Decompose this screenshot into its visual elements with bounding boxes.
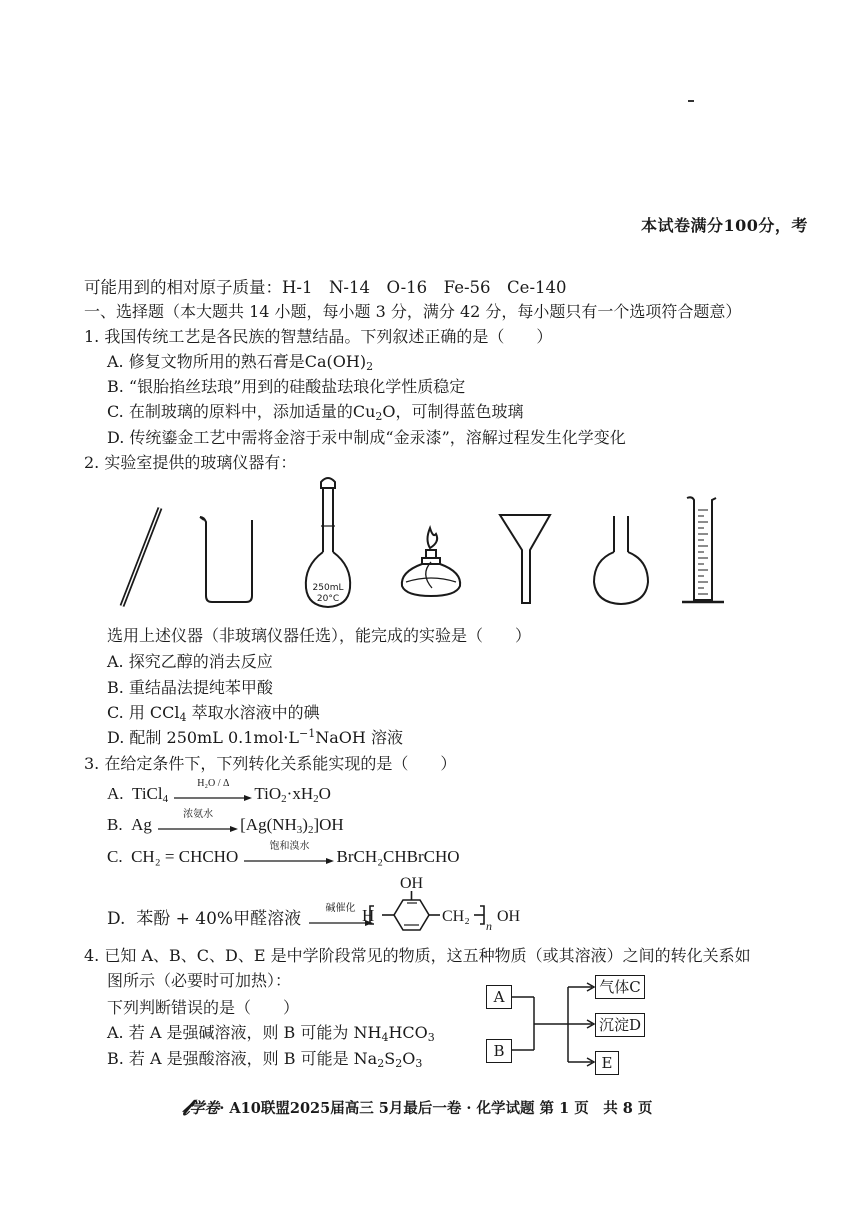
q4-prompt: 下列判断错误的是（ ） (107, 998, 300, 1017)
footer (182, 1097, 652, 1120)
q4-stem-1: 4. 已知 A、B、C、D、E 是中学阶段常见的物质，这五种物质（或其溶液）之间的转化关系如 (84, 946, 751, 965)
q4-stem-2: 图所示（必要时可加热）： (107, 971, 292, 990)
q3-option-a: A. TiCl$_4$ H₂O / Δ $TiO_2\cdot xH_2O$ (107, 778, 331, 805)
q3-b-arrow: 浓氨水 (158, 818, 238, 834)
resin-ch2: CH₂ (442, 908, 470, 925)
footer-logo: 学卷 (189, 1099, 220, 1117)
glassware-figure (100, 470, 740, 615)
glass-rod-icon (122, 508, 160, 606)
q1-stem: 1. 我国传统工艺是各民族的智慧结晶。下列叙述正确的是（ ） (84, 327, 553, 346)
q4-option-a: A. 若 A 是强碱溶液，则 B 可能为 $NH_4HCO_3$ (107, 1023, 435, 1044)
q2-stem: 2. 实验室提供的玻璃仪器有： (84, 453, 297, 472)
footer-text: · A10联盟2025届高三 5月最后一卷 · 化学试题 第 1 页 共 8 页 (219, 1100, 653, 1117)
flask-volume-label: 250mL (312, 583, 344, 593)
q1-option-a: A. 修复文物所用的熟石膏是$Ca(OH)_2$ (107, 352, 374, 373)
diagram-box-d: 沉淀D (595, 1013, 645, 1037)
diagram-box-c: 气体C (595, 975, 645, 999)
graduated-cylinder-icon (682, 497, 724, 602)
atomic-masses: 可能用到的相对原子质量：H-1 N-14 O-16 Fe-56 Ce-140 (84, 278, 567, 297)
resin-oh-top: OH (400, 875, 424, 892)
q1-option-d: D. 传统鎏金工艺中需将金溶于汞中制成“金汞漆”，溶解过程发生化学变化 (107, 428, 626, 447)
q2-option-a: A. 探究乙醇的消去反应 (107, 652, 273, 671)
flask-temp-label: 20°C (316, 594, 340, 604)
q3-stem: 3. 在给定条件下，下列转化关系能实现的是（ ） (84, 754, 457, 773)
footer-logo-icon: 𝓁 (182, 1095, 190, 1121)
q3-c-arrow: 饱和溴水 (244, 850, 334, 866)
q2-prompt: 选用上述仪器（非玻璃仪器任选），能完成的实验是（ ） (107, 626, 532, 645)
scan-mark (688, 100, 694, 102)
q1-option-c: C. 在制玻璃的原料中，添加适量的$Cu_2O$，可制得蓝色玻璃 (107, 402, 524, 423)
resin-oh-end: OH (497, 908, 521, 925)
q3-option-d: D. 苯酚 + 40%甲醛溶液 碱催化 (107, 909, 375, 929)
round-bottom-flask-icon (594, 516, 648, 604)
phenolic-resin-structure (360, 872, 530, 942)
diagram-box-a: A (486, 985, 512, 1009)
diagram-box-b: B (486, 1039, 512, 1063)
funnel-icon (500, 515, 550, 603)
q3-option-b: B. Ag 浓氨水 $[Ag(NH_3)_2]OH$ (107, 809, 344, 836)
q2-option-b: B. 重结晶法提纯苯甲酸 (107, 678, 273, 697)
q4-option-b: B. 若 A 是强酸溶液，则 B 可能是 $Na_2S_2O_3$ (107, 1049, 423, 1070)
resin-h: H (362, 906, 375, 925)
q3-d-arrow: 碱催化 (309, 912, 373, 928)
section-title: 一、选择题（本大题共 14 小题，每小题 3 分，满分 42 分，每小题只有一个选项符合题意） (84, 302, 742, 321)
diagram-box-e: E (595, 1051, 619, 1075)
q2-option-c: C. 用 CCl$_4$ 萃取水溶液中的碘 (107, 703, 320, 724)
q1-option-b: B. “银胎掐丝珐琅”用到的硅酸盐珐琅化学性质稳定 (107, 377, 466, 396)
q2-option-d: D. 配制 250mL $0.1mol\cdot L^{-1}NaOH$ 溶液 (107, 727, 403, 747)
score-note: 本试卷满分100分，考 (641, 216, 808, 235)
beaker-icon (200, 517, 252, 602)
resin-n: n (486, 919, 492, 933)
alcohol-lamp-icon (402, 528, 460, 596)
q3-option-c: C. CH₂ = CHCHO 饱和溴水 BrCH₂CHBrCHO (107, 841, 460, 866)
q3-a-arrow: H₂O / Δ (174, 787, 252, 803)
